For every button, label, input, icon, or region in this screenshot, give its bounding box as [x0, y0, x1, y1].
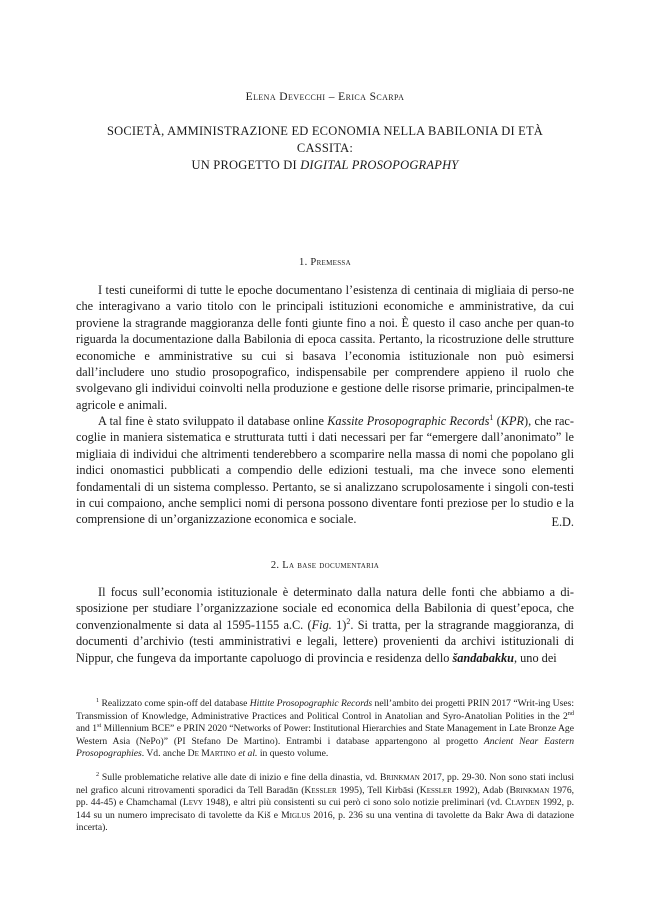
cite-brinkman-1976: Brinkman	[509, 784, 550, 796]
author-initials: E.D.	[551, 515, 574, 529]
s2p1-text-a: Il focus sull’economia istituzionale è determinato dalla natura delle fonti che abbiamo a di-sposizione per studiare l’organizzazione sociale ed economica della Babilonia di quest’epoca, che convenzionalmente si data al 1595-1155 a.C. (	[76, 585, 574, 632]
fn1-text-b: nell’ambito dei progetti PRIN 2017 “Writ-ing Uses: Transmission of Knowledge, Administrative Practices and Political Control in Anatolian and Syro-Anatolian Polities in the 2	[76, 698, 574, 722]
fn2-text-f: 1948), e altri più consistenti su cui però ci sono solo notizie preliminari (vd.	[203, 797, 506, 808]
s2p1-text-c: . Si tratta, per la stragrande maggioranza, di documenti d’archivio (testi amministrativi e legali, lettere) provenienti da archivi istituzionali di Nippur, che fungeva da importante capoluogo di provincia e residenza dello	[76, 617, 574, 665]
cite-miglus: Miglus	[281, 809, 311, 821]
cite-levy: Levy	[182, 797, 204, 808]
title-line-2-prefix: UN PROGETTO DI	[191, 158, 301, 172]
fn1-text-f: in questo volume.	[257, 748, 329, 759]
kpr-abbr: KPR	[500, 414, 525, 428]
title-line-2	[80, 157, 570, 174]
figure-ref[interactable]: Fig.	[311, 617, 332, 632]
cite-clayden: Clayden	[505, 797, 540, 808]
fn1-text-d: Millennium BCE” e PRIN 2020 “Networks of Power: Institutional Hierarchies and State Management in Late Bronze Age Western Asia (NePo)” (PI Stefano De Martino). Entrambi i database appartengono al progetto	[76, 723, 574, 747]
footnote-ref-1[interactable]: 1	[489, 412, 494, 422]
section-1-heading: 1. Premessa	[299, 257, 351, 268]
footnote-1	[76, 698, 574, 761]
section-1-paragraph-2	[76, 413, 574, 528]
fn2-text-b: 2017, pp. 29-30. Non sono stati inclusi nel grafico alcuni ritrovamenti sporadici da Tell Baradān (	[76, 772, 574, 796]
fn2-text-a: Sulle problematiche relative alle date di inizio e fine della dinastia, vd.	[99, 772, 380, 783]
sandabakku-term: šandabakku	[452, 650, 514, 665]
fn1-text-a: Realizzato come spin-off del database	[99, 698, 250, 709]
s1p2-text-a: A tal fine è stato sviluppato il database online	[98, 414, 328, 428]
section-2-heading: 2. La base documentaria	[270, 560, 380, 571]
footnote-ref-2[interactable]: 2	[346, 616, 351, 626]
title-line-2-italic: DIGITAL PROSOPOGRAPHY	[300, 158, 459, 172]
fn2-text-h: 2016, p. 236 su una ventina di tavolette da Bakr Awa di datazione incerta).	[76, 809, 574, 833]
fn1-text-e: . Vd. anche	[141, 748, 188, 759]
s2p1-text-b: 1)	[331, 617, 347, 632]
fn2-text-d: 1992), Adab (	[452, 784, 510, 796]
cite-brinkman-2017: Brinkman	[380, 772, 420, 783]
cite-kessler-1992: Kessler	[419, 784, 452, 796]
cite-etal: et al.	[235, 748, 258, 759]
title-line-1: SOCIETÀ, AMMINISTRAZIONE ED ECONOMIA NELLA BABILONIA DI ETÀ CASSITA:	[106, 124, 544, 155]
fn2-text-e: 1976, pp. 44-45) e Chamchamal (	[76, 784, 575, 808]
s1p2-text-b: (	[493, 414, 501, 428]
fn2-text-g: 1992, p. 144 su un numero imprecisato di tavolette da Kiš e	[76, 797, 575, 821]
section-1-paragraph-1: I testi cuneiformi di tutte le epoche documentano l’esistenza di centinaia di migliaia di perso-ne che interagivano a vario titolo con le principali istituzioni economiche e amministrative, da cui proviene la stragrande maggioranza delle fonti giunte fino a noi. È questo il caso anche per quan-to riguarda la documentazione dalla Babilonia di epoca cassita. Pertanto, la ricostruzione delle strutture economiche e amministrative su cui si basava l’economia istituzionale non può esimersi dall’includere uno studio prosopografico, indispensabile per comprendere appieno il ruolo che svolgevano gli individui coinvolti nella produzione e gestione delle risorse primarie, principalmen-te agricole e animali.	[76, 283, 574, 412]
kpr-title: Kassite Prosopographic Records	[327, 414, 490, 428]
cite-demartino: De Martino	[187, 748, 236, 759]
cite-kessler-1995: Kessler	[304, 784, 337, 796]
page-authors: Elena Devecchi – Erica Scarpa	[245, 91, 405, 103]
footnote-2-number: 2	[96, 770, 100, 778]
s2p1-text-d: , uno dei	[514, 650, 557, 665]
hpr-title: Hittite Prosopographic Records	[249, 698, 373, 709]
fn2-text-c: 1995), Tell Kirbāsi (	[336, 784, 420, 796]
footnote-1-number: 1	[96, 696, 100, 704]
article-title	[80, 123, 570, 174]
anep-title: Ancient Near Eastern Prosopographies	[76, 735, 574, 759]
fn1-sup-st: st	[97, 721, 102, 729]
section-2-paragraph-1	[76, 584, 574, 666]
footnote-2	[76, 772, 574, 835]
s1p2-text-c: ), che rac-coglie in maniera sistematica e strutturata tutti i dati necessari per far “emergere dall’anonimato” le migliaia di individui che altrimenti tenderebbero a scomparire nella massa di nomi che popolano gli indici onomastici pubblicati a compendio delle edizioni testuali, ma che invece sono elementi fondamentali di un sistema complesso. Pertanto, se si analizzano scrupolosamente i singoli con-testi in cui compaiono, anche semplici nomi di persona possono diventare fonti preziose per lo studio e la comprensione di un’organizzazione economica e sociale.	[76, 414, 574, 527]
fn1-text-c: and 1	[76, 723, 98, 734]
fn1-sup-nd: nd	[567, 709, 574, 717]
